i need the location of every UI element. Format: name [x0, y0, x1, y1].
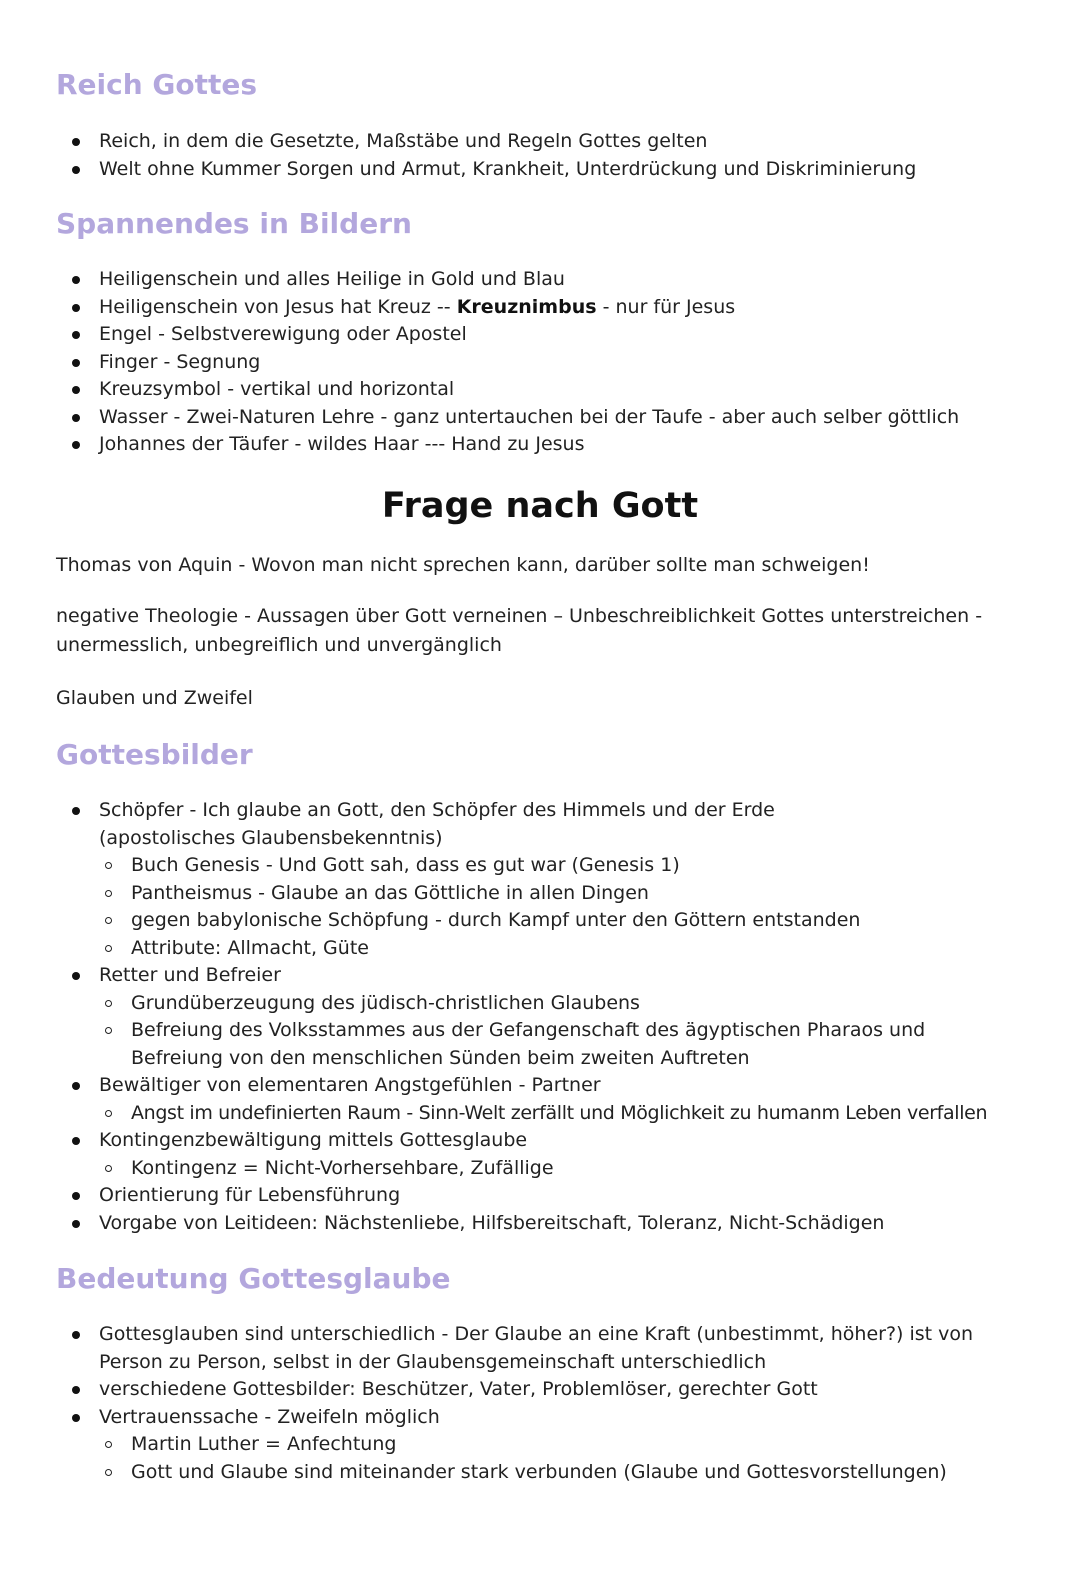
paragraph-glauben-und-zweifel: Glauben und Zweifel	[56, 687, 253, 709]
list-item: Reich, in dem die Gesetzte, Maßstäbe und Regeln Gottes gelten	[56, 128, 1024, 156]
heading-bedeutung-gottesglaube: Bedeutung Gottesglaube	[56, 1262, 451, 1295]
list-gottesbilder	[56, 797, 996, 1237]
list-bedeutung-gottesglaube	[56, 1321, 981, 1486]
list-spannendes-in-bildern	[56, 266, 1024, 459]
list-item	[56, 294, 1024, 322]
sub-list-item: Befreiung des Volksstammes aus der Gefangenschaft des ägyptischen Pharaos und Befreiung von den menschlichen Sünden beim zweiten Auftreten	[56, 1017, 996, 1072]
sub-list-item: Angst im undefinierten Raum - Sinn-Welt zerfällt und Möglichkeit zu humanm Leben verfallen	[56, 1100, 996, 1128]
list-item: Finger - Segnung	[56, 349, 1024, 377]
heading-reich-gottes: Reich Gottes	[56, 68, 258, 101]
list-item: Johannes der Täufer - wildes Haar --- Hand zu Jesus	[56, 431, 1024, 459]
sub-list-item: gegen babylonische Schöpfung - durch Kampf unter den Göttern entstanden	[56, 907, 996, 935]
list-item-text: - nur für Jesus	[596, 295, 736, 318]
list-item: Retter und Befreier	[56, 962, 996, 990]
sub-list-item: Gott und Glaube sind miteinander stark verbunden (Glaube und Gottesvorstellungen)	[56, 1459, 981, 1487]
paragraph-negative-theologie: negative Theologie - Aussagen über Gott verneinen – Unbeschreiblichkeit Gottes unterstreichen - unermesslich, unbegreiflich und unvergänglich	[56, 605, 983, 656]
list-item: Kreuzsymbol - vertikal und horizontal	[56, 376, 1024, 404]
list-reich-gottes	[56, 128, 1024, 183]
list-item-text: Heiligenschein von Jesus hat Kreuz --	[99, 295, 457, 318]
list-item: Kontingenzbewältigung mittels Gottesglaube	[56, 1127, 996, 1155]
sub-list-item: Kontingenz = Nicht-Vorhersehbare, Zufällige	[56, 1155, 996, 1183]
sub-list-item: Pantheismus - Glaube an das Göttliche in allen Dingen	[56, 880, 996, 908]
list-item: verschiedene Gottesbilder: Beschützer, Vater, Problemlöser, gerechter Gott	[56, 1376, 981, 1404]
heading-gottesbilder: Gottesbilder	[56, 738, 253, 771]
sub-list-item: Grundüberzeugung des jüdisch-christlichen Glaubens	[56, 990, 996, 1018]
sub-list-item: Buch Genesis - Und Gott sah, dass es gut war (Genesis 1)	[56, 852, 996, 880]
list-item: Wasser - Zwei-Naturen Lehre - ganz untertauchen bei der Taufe - aber auch selber göttlich	[56, 404, 1024, 432]
sub-list-item: Attribute: Allmacht, Güte	[56, 935, 996, 963]
list-item: Vorgabe von Leitideen: Nächstenliebe, Hilfsbereitschaft, Toleranz, Nicht-Schädigen	[56, 1210, 996, 1238]
list-item: Gottesglauben sind unterschiedlich - Der Glaube an eine Kraft (unbestimmt, höher?) ist von Person zu Person, selbst in der Glaubensgemeinschaft unterschiedlich	[56, 1321, 981, 1376]
heading-spannendes-in-bildern: Spannendes in Bildern	[56, 207, 412, 240]
sub-list-item: Martin Luther = Anfechtung	[56, 1431, 981, 1459]
list-item: Bewältiger von elementaren Angstgefühlen - Partner	[56, 1072, 996, 1100]
list-item: Vertrauenssache - Zweifeln möglich	[56, 1404, 981, 1432]
title-frage-nach-gott: Frage nach Gott	[381, 486, 699, 526]
paragraph-thomas-von-aquin: Thomas von Aquin - Wovon man nicht sprechen kann, darüber sollte man schweigen!	[56, 554, 870, 576]
list-item: Engel - Selbstverewigung oder Apostel	[56, 321, 1024, 349]
list-item: Schöpfer - Ich glaube an Gott, den Schöpfer des Himmels und der Erde (apostolisches Glaubensbekenntnis)	[56, 797, 996, 852]
bold-term: Kreuznimbus	[456, 295, 597, 318]
list-item: Heiligenschein und alles Heilige in Gold und Blau	[56, 266, 1024, 294]
list-item: Welt ohne Kummer Sorgen und Armut, Krankheit, Unterdrückung und Diskriminierung	[56, 156, 1024, 184]
list-item: Orientierung für Lebensführung	[56, 1182, 996, 1210]
